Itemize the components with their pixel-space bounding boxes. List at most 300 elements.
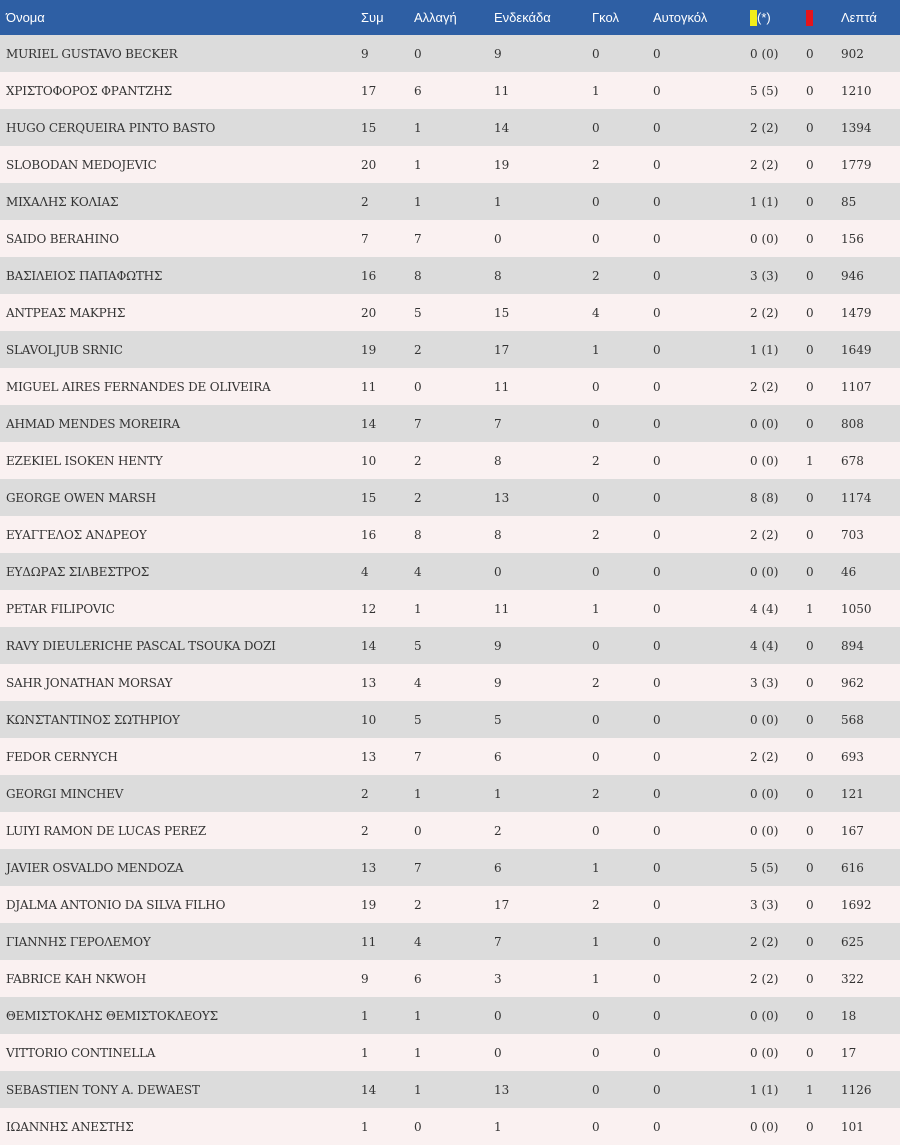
cell-name: AHMAD MENDES MOREIRA (6, 416, 180, 431)
cell-apps: 20 (361, 157, 377, 172)
cell-own-goals: 0 (653, 823, 661, 838)
cell-starts: 2 (494, 823, 502, 838)
cell-yellow: 1 (1) (750, 1082, 779, 1097)
cell-minutes: 1394 (841, 120, 872, 135)
cell-subs: 6 (414, 971, 422, 986)
cell-own-goals: 0 (653, 1119, 661, 1134)
table-row (0, 109, 900, 146)
table-row (0, 1034, 900, 1071)
col-header-own-goals[interactable]: Αυτογκόλ (653, 10, 708, 25)
cell-name: ΘΕΜΙΣΤΟΚΛΗΣ ΘΕΜΙΣΤΟΚΛΕΟΥΣ (6, 1008, 218, 1023)
cell-subs: 1 (414, 786, 422, 801)
cell-yellow: 0 (0) (750, 46, 779, 61)
cell-yellow: 2 (2) (750, 934, 779, 949)
cell-starts: 17 (494, 342, 510, 357)
cell-own-goals: 0 (653, 971, 661, 986)
cell-goals: 0 (592, 231, 600, 246)
cell-yellow: 4 (4) (750, 638, 779, 653)
cell-apps: 14 (361, 638, 377, 653)
cell-apps: 13 (361, 675, 377, 690)
cell-subs: 5 (414, 305, 422, 320)
cell-own-goals: 0 (653, 860, 661, 875)
cell-minutes: 568 (841, 712, 864, 727)
cell-yellow: 0 (0) (750, 1119, 779, 1134)
cell-own-goals: 0 (653, 268, 661, 283)
cell-yellow: 0 (0) (750, 823, 779, 838)
cell-yellow: 0 (0) (750, 453, 779, 468)
cell-subs: 4 (414, 675, 422, 690)
cell-starts: 7 (494, 416, 502, 431)
cell-name: SEBASTIEN TONY A. DEWAEST (6, 1082, 200, 1097)
cell-yellow: 0 (0) (750, 712, 779, 727)
cell-apps: 19 (361, 897, 377, 912)
cell-own-goals: 0 (653, 1082, 661, 1097)
cell-starts: 15 (494, 305, 510, 320)
cell-red: 0 (806, 1045, 814, 1060)
table-row (0, 997, 900, 1034)
cell-apps: 4 (361, 564, 369, 579)
cell-red: 0 (806, 157, 814, 172)
cell-subs: 7 (414, 860, 422, 875)
cell-goals: 0 (592, 46, 600, 61)
cell-own-goals: 0 (653, 342, 661, 357)
col-header-name[interactable]: Όνομα (6, 10, 45, 25)
cell-red: 0 (806, 194, 814, 209)
cell-apps: 15 (361, 120, 377, 135)
cell-starts: 0 (494, 1045, 502, 1060)
cell-apps: 11 (361, 934, 377, 949)
cell-goals: 4 (592, 305, 600, 320)
cell-goals: 0 (592, 749, 600, 764)
table-row (0, 183, 900, 220)
cell-yellow: 2 (2) (750, 120, 779, 135)
col-header-subs[interactable]: Αλλαγή (414, 10, 457, 25)
cell-yellow: 8 (8) (750, 490, 779, 505)
cell-subs: 1 (414, 601, 422, 616)
cell-starts: 11 (494, 601, 510, 616)
cell-yellow: 0 (0) (750, 1045, 779, 1060)
cell-own-goals: 0 (653, 305, 661, 320)
cell-apps: 1 (361, 1008, 369, 1023)
cell-own-goals: 0 (653, 416, 661, 431)
cell-subs: 1 (414, 194, 422, 209)
cell-subs: 2 (414, 897, 422, 912)
cell-starts: 3 (494, 971, 502, 986)
cell-subs: 1 (414, 120, 422, 135)
cell-minutes: 625 (841, 934, 864, 949)
cell-starts: 6 (494, 749, 502, 764)
table-row (0, 849, 900, 886)
cell-yellow: 3 (3) (750, 268, 779, 283)
cell-goals: 1 (592, 934, 600, 949)
cell-minutes: 167 (841, 823, 864, 838)
cell-goals: 1 (592, 860, 600, 875)
cell-subs: 1 (414, 1045, 422, 1060)
cell-minutes: 703 (841, 527, 864, 542)
cell-apps: 2 (361, 194, 369, 209)
table-row (0, 812, 900, 849)
cell-name: SLOBODAN MEDOJEVIC (6, 157, 157, 172)
cell-minutes: 1050 (841, 601, 872, 616)
cell-red: 0 (806, 120, 814, 135)
yellow-suffix: (*) (757, 10, 771, 26)
table-row (0, 220, 900, 257)
cell-red: 0 (806, 675, 814, 690)
cell-goals: 0 (592, 823, 600, 838)
cell-starts: 9 (494, 675, 502, 690)
cell-name: EZEKIEL ISOKEN HENTY (6, 453, 163, 468)
col-header-apps[interactable]: Συμ (361, 10, 384, 25)
cell-subs: 2 (414, 453, 422, 468)
cell-goals: 0 (592, 1082, 600, 1097)
cell-minutes: 1210 (841, 83, 872, 98)
table-header-row (0, 0, 900, 35)
cell-name: SLAVOLJUB SRNIC (6, 342, 123, 357)
cell-subs: 7 (414, 231, 422, 246)
cell-name: ΑΝΤΡΕΑΣ ΜΑΚΡΗΣ (6, 305, 126, 320)
cell-name: LUIYI RAMON DE LUCAS PEREZ (6, 823, 207, 838)
cell-minutes: 1107 (841, 379, 872, 394)
table-row (0, 590, 900, 627)
table-row (0, 960, 900, 997)
col-header-starts[interactable]: Ενδεκάδα (494, 10, 551, 25)
cell-name: FEDOR CERNYCH (6, 749, 118, 764)
cell-apps: 13 (361, 749, 377, 764)
table-row (0, 886, 900, 923)
cell-yellow: 2 (2) (750, 971, 779, 986)
cell-starts: 8 (494, 453, 502, 468)
cell-yellow: 0 (0) (750, 416, 779, 431)
cell-yellow: 2 (2) (750, 379, 779, 394)
cell-starts: 11 (494, 83, 510, 98)
cell-minutes: 1126 (841, 1082, 872, 1097)
cell-starts: 17 (494, 897, 510, 912)
cell-minutes: 693 (841, 749, 864, 764)
cell-apps: 10 (361, 453, 377, 468)
cell-name: SAIDO BERAHINO (6, 231, 119, 246)
cell-subs: 8 (414, 527, 422, 542)
cell-red: 0 (806, 46, 814, 61)
cell-red: 0 (806, 971, 814, 986)
cell-yellow: 3 (3) (750, 675, 779, 690)
cell-red: 0 (806, 786, 814, 801)
cell-minutes: 101 (841, 1119, 864, 1134)
cell-yellow: 1 (1) (750, 194, 779, 209)
cell-name: ΚΩΝΣΤΑΝΤΙΝΟΣ ΣΩΤΗΡΙΟΥ (6, 712, 180, 727)
cell-goals: 0 (592, 120, 600, 135)
cell-name: MURIEL GUSTAVO BECKER (6, 46, 178, 61)
cell-own-goals: 0 (653, 1008, 661, 1023)
cell-name: ΧΡΙΣΤΟΦΟΡΟΣ ΦΡΑΝΤΖΗΣ (6, 83, 172, 98)
table-row (0, 479, 900, 516)
cell-red: 0 (806, 860, 814, 875)
cell-own-goals: 0 (653, 157, 661, 172)
cell-name: HUGO CERQUEIRA PINTO BASTO (6, 120, 216, 135)
cell-red: 0 (806, 268, 814, 283)
cell-subs: 2 (414, 490, 422, 505)
cell-minutes: 322 (841, 971, 864, 986)
cell-minutes: 616 (841, 860, 864, 875)
cell-red: 0 (806, 1008, 814, 1023)
cell-goals: 1 (592, 601, 600, 616)
cell-yellow: 2 (2) (750, 305, 779, 320)
cell-apps: 16 (361, 527, 377, 542)
cell-apps: 11 (361, 379, 377, 394)
cell-starts: 1 (494, 194, 502, 209)
cell-own-goals: 0 (653, 897, 661, 912)
cell-goals: 2 (592, 157, 600, 172)
cell-subs: 4 (414, 564, 422, 579)
cell-name: SAHR JONATHAN MORSAY (6, 675, 173, 690)
table-row (0, 775, 900, 812)
cell-minutes: 121 (841, 786, 864, 801)
cell-subs: 8 (414, 268, 422, 283)
table-row (0, 294, 900, 331)
cell-goals: 1 (592, 342, 600, 357)
cell-subs: 5 (414, 712, 422, 727)
cell-subs: 5 (414, 638, 422, 653)
cell-goals: 0 (592, 1008, 600, 1023)
cell-name: ΙΩΑΝΝΗΣ ΑΝΕΣΤΗΣ (6, 1119, 134, 1134)
cell-minutes: 18 (841, 1008, 857, 1023)
cell-goals: 2 (592, 268, 600, 283)
cell-own-goals: 0 (653, 749, 661, 764)
cell-subs: 0 (414, 46, 422, 61)
cell-own-goals: 0 (653, 194, 661, 209)
cell-subs: 0 (414, 379, 422, 394)
cell-yellow: 2 (2) (750, 527, 779, 542)
cell-subs: 0 (414, 823, 422, 838)
cell-starts: 0 (494, 1008, 502, 1023)
cell-starts: 19 (494, 157, 510, 172)
cell-minutes: 1779 (841, 157, 872, 172)
cell-goals: 0 (592, 564, 600, 579)
cell-red: 0 (806, 823, 814, 838)
cell-goals: 1 (592, 83, 600, 98)
table-row (0, 664, 900, 701)
table-row (0, 146, 900, 183)
cell-red: 0 (806, 490, 814, 505)
cell-apps: 20 (361, 305, 377, 320)
cell-subs: 7 (414, 416, 422, 431)
cell-own-goals: 0 (653, 379, 661, 394)
cell-yellow: 2 (2) (750, 157, 779, 172)
cell-name: DJALMA ANTONIO DA SILVA FILHO (6, 897, 226, 912)
cell-apps: 2 (361, 786, 369, 801)
table-row (0, 553, 900, 590)
table-body (0, 35, 900, 1145)
cell-minutes: 894 (841, 638, 864, 653)
cell-apps: 1 (361, 1045, 369, 1060)
cell-name: GEORGI MINCHEV (6, 786, 124, 801)
cell-own-goals: 0 (653, 1045, 661, 1060)
cell-own-goals: 0 (653, 601, 661, 616)
red-card-icon (806, 10, 813, 26)
col-header-goals[interactable]: Γκολ (592, 10, 619, 25)
table-row (0, 368, 900, 405)
cell-apps: 1 (361, 1119, 369, 1134)
cell-starts: 1 (494, 786, 502, 801)
cell-red: 0 (806, 1119, 814, 1134)
cell-starts: 6 (494, 860, 502, 875)
cell-starts: 1 (494, 1119, 502, 1134)
cell-minutes: 17 (841, 1045, 857, 1060)
cell-apps: 14 (361, 1082, 377, 1097)
cell-apps: 13 (361, 860, 377, 875)
cell-red: 0 (806, 83, 814, 98)
cell-starts: 13 (494, 490, 510, 505)
cell-name: VITTORIO CONTINELLA (6, 1045, 156, 1060)
cell-red: 0 (806, 749, 814, 764)
cell-apps: 15 (361, 490, 377, 505)
cell-minutes: 156 (841, 231, 864, 246)
cell-own-goals: 0 (653, 120, 661, 135)
cell-own-goals: 0 (653, 675, 661, 690)
cell-red: 0 (806, 305, 814, 320)
cell-goals: 2 (592, 527, 600, 542)
col-header-yellow[interactable] (744, 0, 800, 35)
cell-name: ΜΙΧΑΛΗΣ ΚΟΛΙΑΣ (6, 194, 119, 209)
cell-goals: 0 (592, 1119, 600, 1134)
cell-minutes: 1174 (841, 490, 872, 505)
cell-subs: 1 (414, 157, 422, 172)
cell-yellow: 1 (1) (750, 342, 779, 357)
cell-apps: 17 (361, 83, 377, 98)
table-row (0, 1108, 900, 1145)
cell-goals: 2 (592, 897, 600, 912)
cell-goals: 1 (592, 971, 600, 986)
cell-name: MIGUEL AIRES FERNANDES DE OLIVEIRA (6, 379, 271, 394)
cell-name: JAVIER OSVALDO MENDOZA (6, 860, 184, 875)
cell-apps: 19 (361, 342, 377, 357)
cell-goals: 0 (592, 712, 600, 727)
cell-apps: 7 (361, 231, 369, 246)
cell-minutes: 1479 (841, 305, 872, 320)
cell-yellow: 5 (5) (750, 83, 779, 98)
cell-own-goals: 0 (653, 453, 661, 468)
cell-yellow: 0 (0) (750, 1008, 779, 1023)
cell-subs: 0 (414, 1119, 422, 1134)
cell-minutes: 678 (841, 453, 864, 468)
cell-yellow: 5 (5) (750, 860, 779, 875)
cell-starts: 8 (494, 268, 502, 283)
cell-own-goals: 0 (653, 83, 661, 98)
cell-goals: 0 (592, 379, 600, 394)
cell-red: 1 (806, 601, 814, 616)
cell-red: 0 (806, 416, 814, 431)
cell-yellow: 0 (0) (750, 231, 779, 246)
cell-subs: 1 (414, 1008, 422, 1023)
table-row (0, 35, 900, 72)
cell-starts: 5 (494, 712, 502, 727)
table-row (0, 516, 900, 553)
cell-subs: 1 (414, 1082, 422, 1097)
cell-starts: 0 (494, 231, 502, 246)
cell-yellow: 4 (4) (750, 601, 779, 616)
cell-name: ΕΥΔΩΡΑΣ ΣΙΛΒΕΣΤΡΟΣ (6, 564, 150, 579)
cell-red: 0 (806, 564, 814, 579)
cell-goals: 0 (592, 638, 600, 653)
cell-name: FABRICE KAH NKWOH (6, 971, 146, 986)
table-row (0, 72, 900, 109)
cell-own-goals: 0 (653, 712, 661, 727)
cell-red: 0 (806, 527, 814, 542)
cell-starts: 7 (494, 934, 502, 949)
table-row (0, 923, 900, 960)
cell-name: ΓΙΑΝΝΗΣ ΓΕΡΟΛΕΜΟΥ (6, 934, 151, 949)
cell-minutes: 1649 (841, 342, 872, 357)
cell-name: PETAR FILIPOVIC (6, 601, 115, 616)
cell-subs: 7 (414, 749, 422, 764)
cell-minutes: 946 (841, 268, 864, 283)
cell-red: 1 (806, 453, 814, 468)
cell-goals: 0 (592, 1045, 600, 1060)
cell-goals: 0 (592, 490, 600, 505)
cell-apps: 16 (361, 268, 377, 283)
cell-red: 0 (806, 379, 814, 394)
cell-own-goals: 0 (653, 231, 661, 246)
cell-goals: 2 (592, 786, 600, 801)
cell-starts: 14 (494, 120, 510, 135)
table-row (0, 738, 900, 775)
table-row (0, 331, 900, 368)
cell-goals: 2 (592, 675, 600, 690)
cell-minutes: 808 (841, 416, 864, 431)
cell-name: ΒΑΣΙΛΕΙΟΣ ΠΑΠΑΦΩΤΗΣ (6, 268, 163, 283)
cell-apps: 10 (361, 712, 377, 727)
cell-yellow: 0 (0) (750, 786, 779, 801)
cell-apps: 9 (361, 46, 369, 61)
cell-red: 0 (806, 934, 814, 949)
cell-starts: 8 (494, 527, 502, 542)
cell-minutes: 85 (841, 194, 857, 209)
table-row (0, 627, 900, 664)
cell-minutes: 46 (841, 564, 857, 579)
col-header-minutes[interactable]: Λεπτά (841, 10, 877, 25)
cell-goals: 0 (592, 416, 600, 431)
table-row (0, 257, 900, 294)
table-row (0, 1071, 900, 1108)
cell-own-goals: 0 (653, 46, 661, 61)
cell-own-goals: 0 (653, 934, 661, 949)
cell-red: 0 (806, 897, 814, 912)
cell-minutes: 1692 (841, 897, 872, 912)
cell-red: 0 (806, 231, 814, 246)
cell-minutes: 902 (841, 46, 864, 61)
cell-starts: 9 (494, 638, 502, 653)
cell-red: 1 (806, 1082, 814, 1097)
table-row (0, 442, 900, 479)
cell-starts: 0 (494, 564, 502, 579)
cell-red: 0 (806, 638, 814, 653)
cell-own-goals: 0 (653, 527, 661, 542)
cell-goals: 0 (592, 194, 600, 209)
cell-name: GEORGE OWEN MARSH (6, 490, 156, 505)
cell-name: ΕΥΑΓΓΕΛΟΣ ΑΝΔΡΕΟΥ (6, 527, 147, 542)
table-row (0, 701, 900, 738)
cell-goals: 2 (592, 453, 600, 468)
cell-yellow: 2 (2) (750, 749, 779, 764)
cell-apps: 12 (361, 601, 377, 616)
cell-apps: 9 (361, 971, 369, 986)
cell-own-goals: 0 (653, 786, 661, 801)
cell-name: RAVY DIEULERICHE PASCAL TSOUKA DOZI (6, 638, 276, 653)
cell-apps: 14 (361, 416, 377, 431)
col-header-red[interactable] (800, 0, 835, 35)
cell-red: 0 (806, 342, 814, 357)
cell-yellow: 3 (3) (750, 897, 779, 912)
yellow-card-icon (750, 10, 757, 26)
